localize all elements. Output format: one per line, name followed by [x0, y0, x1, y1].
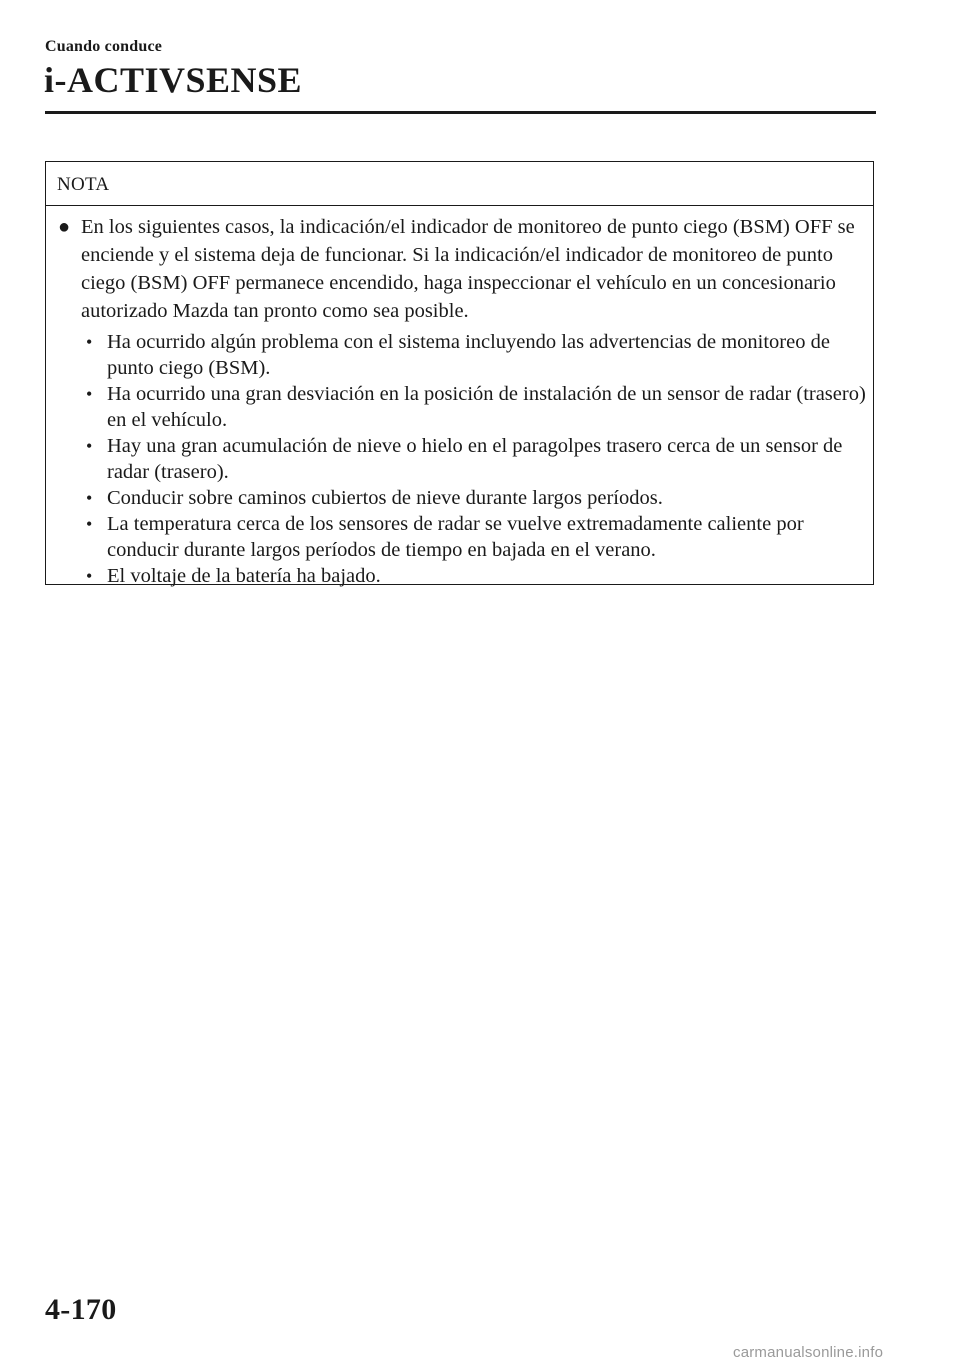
- list-item-text: La temperatura cerca de los sensores de radar se vuelve extremadamente caliente por conducir durante largos períodos de tiempo en bajada en el verano.: [107, 513, 804, 561]
- main-bullet-icon: ●: [58, 216, 71, 238]
- list-item-text: Hay una gran acumulación de nieve o hielo en el paragolpes trasero cerca de un sensor de radar (trasero).: [107, 435, 843, 483]
- list-item: [46, 381, 873, 433]
- note-title: NOTA: [57, 174, 110, 195]
- page-number: 4-170: [45, 1293, 117, 1326]
- sub-bullet-icon: •: [86, 436, 93, 456]
- list-item: [46, 511, 873, 563]
- sub-bullet-icon: •: [86, 514, 93, 534]
- list-item-text: Ha ocurrido una gran desviación en la posición de instalación de un sensor de radar (trasero) en el vehículo.: [107, 383, 866, 431]
- sub-bullet-icon: •: [86, 332, 93, 352]
- list-item: [46, 433, 873, 485]
- list-item-text: Ha ocurrido algún problema con el sistema incluyendo las advertencias de monitoreo de punto ciego (BSM).: [107, 331, 830, 379]
- note-sub-list: [46, 329, 873, 589]
- note-box: [45, 161, 874, 585]
- note-divider: [46, 205, 873, 206]
- list-item-text: Conducir sobre caminos cubiertos de nieve durante largos períodos.: [107, 487, 663, 509]
- list-item-text: El voltaje de la batería ha bajado.: [107, 565, 381, 587]
- sub-bullet-icon: •: [86, 384, 93, 404]
- section-label: Cuando conduce: [45, 38, 163, 55]
- watermark: carmanualsonline.info: [733, 1344, 884, 1361]
- heading-rule: [45, 111, 876, 114]
- list-item: [46, 329, 873, 381]
- list-item: [46, 563, 873, 589]
- sub-bullet-icon: •: [86, 566, 93, 586]
- note-main-text: En los siguientes casos, la indicación/el indicador de monitoreo de punto ciego (BSM) OFF se enciende y el sistema deja de funcionar. Si la indicación/el indicador de monitoreo de punto ciego (BSM) OFF permanece encendido, haga inspeccionar el vehículo en un concesionario autorizado Mazda tan pronto como sea posible.: [81, 216, 855, 322]
- page-title: i-ACTIVSENSE: [44, 60, 303, 100]
- list-item: [46, 485, 873, 511]
- sub-bullet-icon: •: [86, 488, 93, 508]
